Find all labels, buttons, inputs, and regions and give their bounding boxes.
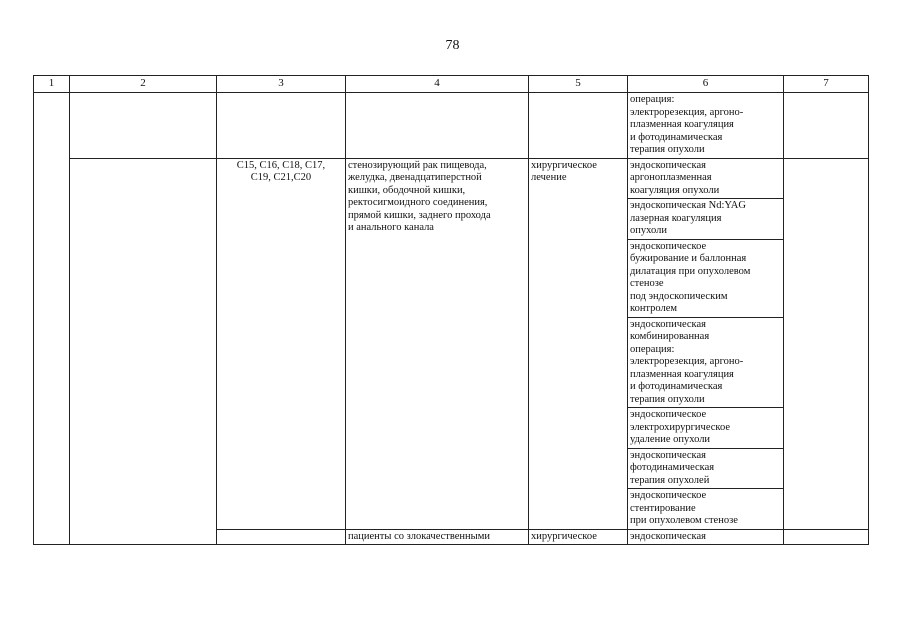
header-row	[34, 76, 869, 93]
column-header-2: 2	[70, 76, 217, 93]
cell-method: эндоскопическая Nd:YAG лазерная коагуляция опухоли	[628, 199, 784, 240]
cell-method: эндоскопическое электрохирургическое удаление опухоли	[628, 408, 784, 449]
table-row	[34, 93, 869, 159]
cell-col4	[346, 93, 529, 159]
column-header-6: 6	[628, 76, 784, 93]
cell-col7	[784, 93, 869, 159]
cell-method: операция: электрорезекция, аргоно- плазменная коагуляция и фотодинамическая терапия опухоли	[628, 93, 784, 159]
column-header-4: 4	[346, 76, 529, 93]
column-header-1: 1	[34, 76, 70, 93]
cell-method: эндоскопическое бужирование и баллонная дилатация при опухолевом стенозе под эндоскопическим контролем	[628, 239, 784, 317]
cell-col7	[784, 158, 869, 529]
cell-method: эндоскопическая	[628, 529, 784, 545]
page-number: 78	[445, 38, 460, 53]
cell-col2	[70, 158, 217, 545]
cell-col3	[217, 93, 346, 159]
cell-method: эндоскопическое стентирование при опухолевом стенозе	[628, 489, 784, 530]
cell-col3	[217, 529, 346, 545]
cell-col7	[784, 529, 869, 545]
cell-method: эндоскопическая аргоноплазменная коагуляция опухоли	[628, 158, 784, 199]
cell-col2	[70, 93, 217, 159]
treatment-table	[33, 75, 869, 545]
column-header-7: 7	[784, 76, 869, 93]
cell-treatment-type: хирургическое	[529, 529, 628, 545]
cell-col1	[34, 93, 70, 545]
table-row	[34, 158, 869, 199]
cell-diagnosis: стенозирующий рак пищевода, желудка, двенадцатиперстной кишки, ободочной кишки, ректосигмоидного соединения, прямой кишки, заднего прохода и анального канала	[346, 158, 529, 529]
cell-col5	[529, 93, 628, 159]
cell-icd-codes: C15, C16, C18, C17, C19, C21,C20	[217, 158, 346, 529]
column-header-3: 3	[217, 76, 346, 93]
cell-treatment-type: хирургическое лечение	[529, 158, 628, 529]
cell-method: эндоскопическая фотодинамическая терапия опухолей	[628, 448, 784, 489]
cell-method: эндоскопическая комбинированная операция: электрорезекция, аргоно- плазменная коагуляция и фотодинамическая терапия опухоли	[628, 317, 784, 408]
cell-diagnosis: пациенты со злокачественными	[346, 529, 529, 545]
column-header-5: 5	[529, 76, 628, 93]
